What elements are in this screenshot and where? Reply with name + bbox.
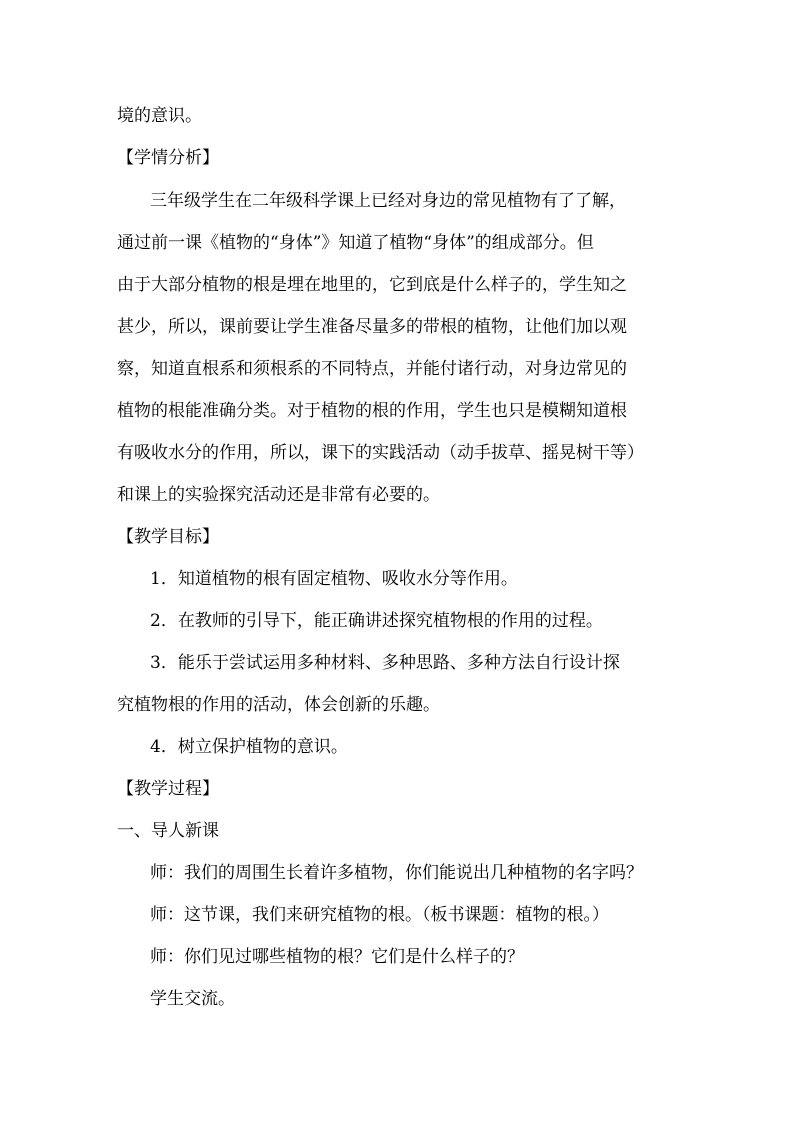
paragraph-line: 由于大部分植物的根是埋在地里的，它到底是什么样子的，学生知之 <box>117 275 627 295</box>
goal-item: 2．在教师的引导下，能正确讲述探究植物根的作用的过程。 <box>150 611 603 631</box>
section-heading-teaching-process: 【教学过程】 <box>117 779 219 799</box>
text-line: 境的意识。 <box>117 106 202 126</box>
dialogue-line: 学生交流。 <box>150 989 235 1009</box>
dialogue-line: 师：我们的周围生长着许多植物，你们能说出几种植物的名字吗？ <box>150 863 643 883</box>
goal-item: 4．树立保护植物的意识。 <box>150 737 348 757</box>
goal-item: 1．知道植物的根有固定植物、吸收水分等作用。 <box>150 569 518 589</box>
paragraph-line: 有吸收水分的作用，所以，课下的实践活动（动手拔草、摇晃树干等） <box>117 443 644 463</box>
paragraph-line: 三年级学生在二年级科学课上已经对身边的常见植物有了了解， <box>150 191 626 211</box>
goal-item: 3．能乐于尝试运用多种材料、多种思路、多种方法自行设计探 <box>150 653 620 673</box>
paragraph-line: 和课上的实验探究活动还是非常有必要的。 <box>117 485 440 505</box>
goal-item-continuation: 究植物根的作用的活动，体会创新的乐趣。 <box>117 695 440 715</box>
paragraph-line: 甚少，所以，课前要让学生准备尽量多的带根的植物，让他们加以观 <box>117 317 627 337</box>
dialogue-line: 师：你们见过哪些植物的根？它们是什么样子的？ <box>150 947 524 967</box>
paragraph-line: 通过前一课《植物的“身体”》知道了植物“身体”的组成部分。但 <box>117 233 594 253</box>
paragraph-line: 植物的根能准确分类。对于植物的根的作用，学生也只是模糊知道根 <box>117 401 627 421</box>
dialogue-line: 师：这节课，我们来研究植物的根。（板书课题：植物的根。） <box>150 905 609 925</box>
paragraph-line: 察，知道直根系和须根系的不同特点，并能付诸行动，对身边常见的 <box>117 359 627 379</box>
subsection-heading: 一、导人新课 <box>117 821 219 841</box>
section-heading-learning-analysis: 【学情分析】 <box>117 148 219 168</box>
section-heading-teaching-goals: 【教学目标】 <box>117 527 219 547</box>
